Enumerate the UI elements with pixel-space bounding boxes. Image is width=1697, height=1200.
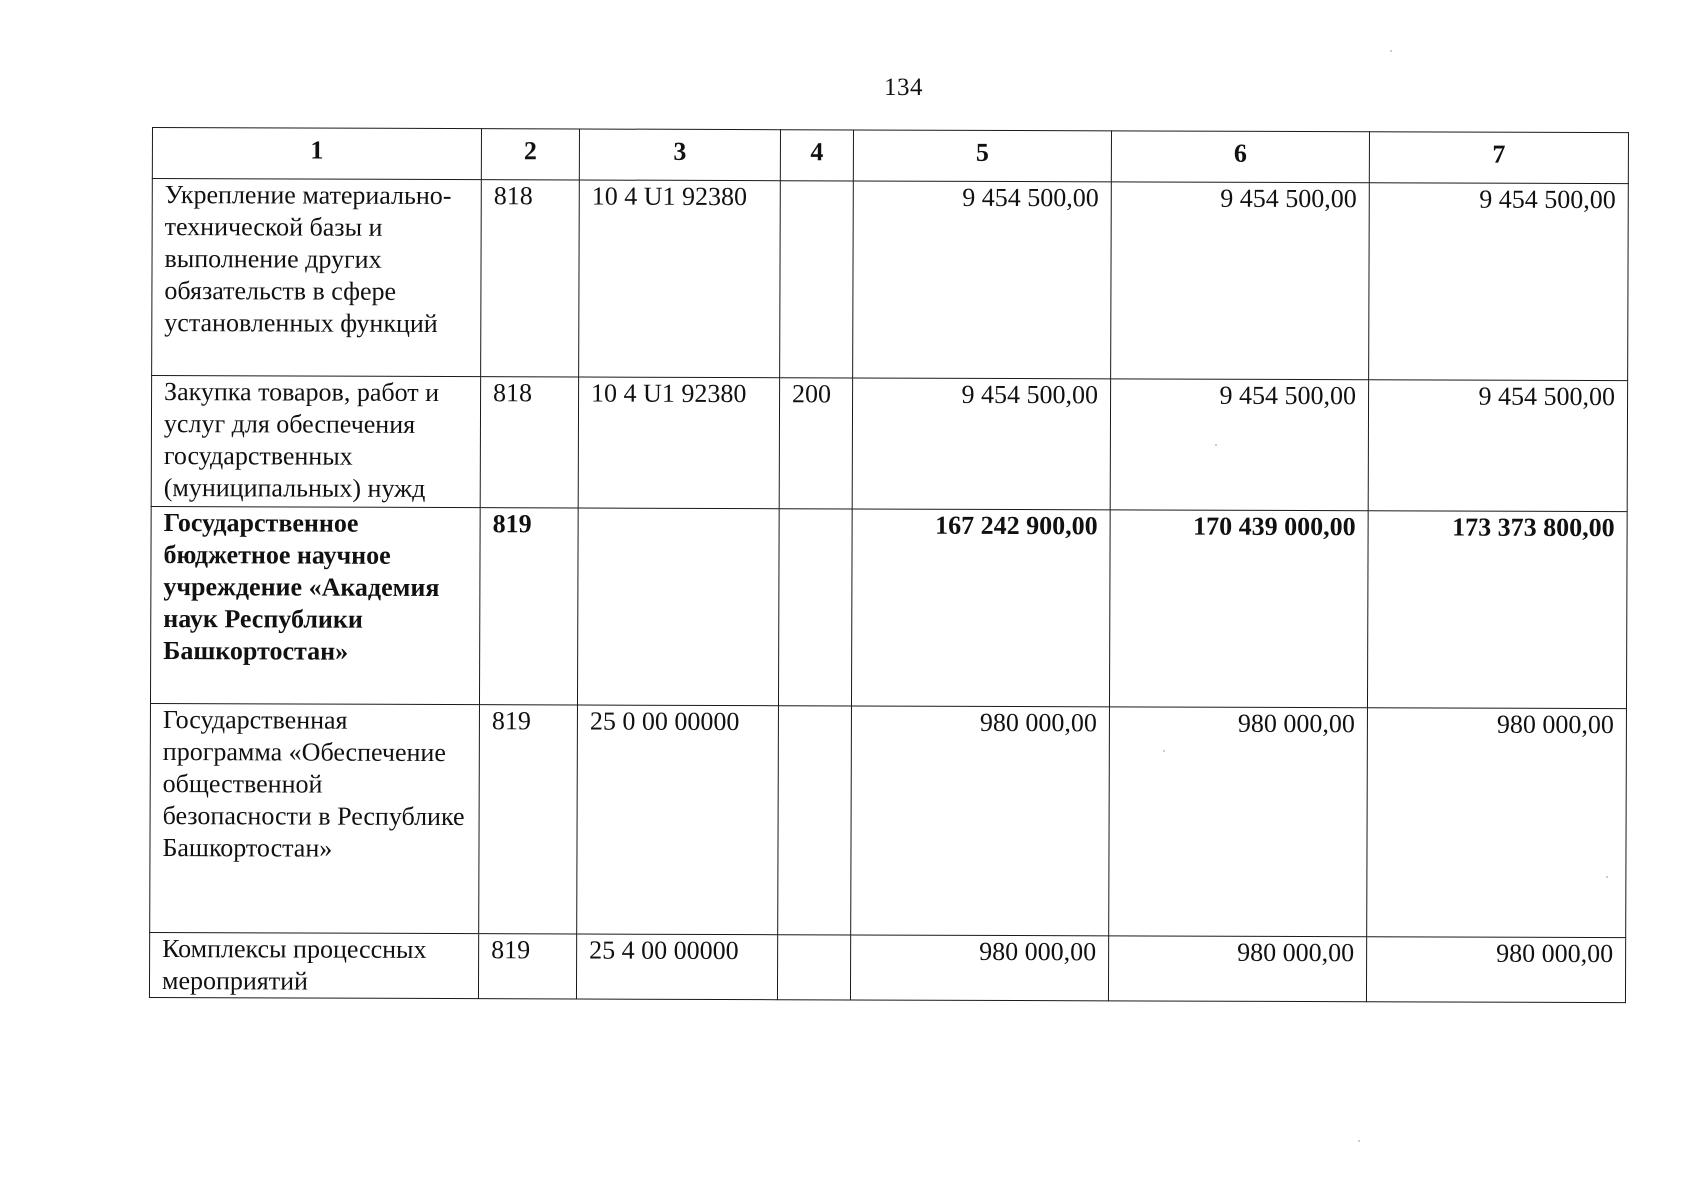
row-expense-type bbox=[780, 181, 854, 378]
row-amount-col6: 170 439 000,00 bbox=[1109, 510, 1368, 708]
row-department-code: 818 bbox=[480, 377, 578, 508]
page-number: 134 bbox=[884, 74, 923, 101]
row-name: Укрепление материально-технической базы и выполнение других обязательств в сфере установленных функций bbox=[152, 179, 482, 377]
row-department-code: 819 bbox=[479, 508, 578, 705]
column-header: 2 bbox=[481, 129, 579, 180]
row-target-code: 25 0 00 00000 bbox=[577, 705, 779, 935]
row-expense-type bbox=[778, 509, 852, 706]
row-target-code: 10 4 U1 92380 bbox=[578, 377, 779, 509]
row-target-code: 10 4 U1 92380 bbox=[579, 180, 781, 378]
row-department-code: 818 bbox=[481, 180, 580, 377]
column-header: 4 bbox=[780, 130, 853, 181]
row-name: Комплексы процессных мероприятий bbox=[149, 932, 478, 998]
row-expense-type bbox=[778, 706, 852, 935]
row-amount-col6: 9 454 500,00 bbox=[1110, 379, 1368, 511]
column-header: 7 bbox=[1369, 132, 1628, 184]
row-amount-col7: 980 000,00 bbox=[1366, 937, 1625, 1003]
row-expense-type: 200 bbox=[779, 378, 852, 509]
row-target-code: 25 4 00 00000 bbox=[576, 934, 777, 1000]
row-name: Закупка товаров, работ и услуг для обеспечения государственных (муниципальных) нужд bbox=[151, 376, 480, 508]
header-row bbox=[152, 128, 1628, 184]
row-name: Государственное бюджетное научное учреждение «Академия наук Республики Башкортостан» bbox=[150, 506, 480, 704]
row-amount-col5: 980 000,00 bbox=[850, 935, 1108, 1001]
row-department-code: 819 bbox=[478, 934, 576, 999]
row-amount-col5: 9 454 500,00 bbox=[852, 378, 1110, 510]
column-header: 3 bbox=[579, 129, 780, 181]
row-amount-col7: 980 000,00 bbox=[1367, 708, 1627, 938]
row-amount-col5: 167 242 900,00 bbox=[851, 509, 1110, 707]
column-header: 6 bbox=[1111, 131, 1369, 183]
scan-speck bbox=[1606, 876, 1608, 878]
row-amount-col6: 980 000,00 bbox=[1108, 936, 1366, 1002]
table-row bbox=[149, 932, 1625, 1002]
table-row bbox=[152, 179, 1629, 381]
row-amount-col5: 980 000,00 bbox=[851, 706, 1110, 936]
table-row bbox=[151, 376, 1627, 512]
row-expense-type bbox=[777, 935, 850, 1000]
row-amount-col5: 9 454 500,00 bbox=[853, 181, 1112, 379]
scan-speck bbox=[1358, 1140, 1360, 1142]
row-amount-col7: 9 454 500,00 bbox=[1368, 380, 1627, 512]
table-row bbox=[150, 703, 1627, 937]
scan-speck bbox=[1390, 50, 1392, 52]
budget-table bbox=[149, 127, 1629, 1003]
scan-speck bbox=[1215, 444, 1217, 446]
table-row bbox=[150, 506, 1627, 708]
row-name: Государственная программа «Обеспечение общественной безопасности в Республике Башкортостан» bbox=[150, 703, 480, 933]
row-department-code: 819 bbox=[479, 705, 578, 934]
column-header: 5 bbox=[853, 130, 1111, 182]
row-target-code bbox=[577, 508, 779, 706]
column-header: 1 bbox=[152, 128, 481, 180]
row-amount-col7: 9 454 500,00 bbox=[1369, 183, 1629, 381]
scan-speck bbox=[1163, 750, 1165, 752]
row-amount-col6: 980 000,00 bbox=[1109, 707, 1368, 937]
row-amount-col7: 173 373 800,00 bbox=[1367, 511, 1627, 709]
row-amount-col6: 9 454 500,00 bbox=[1111, 182, 1370, 380]
